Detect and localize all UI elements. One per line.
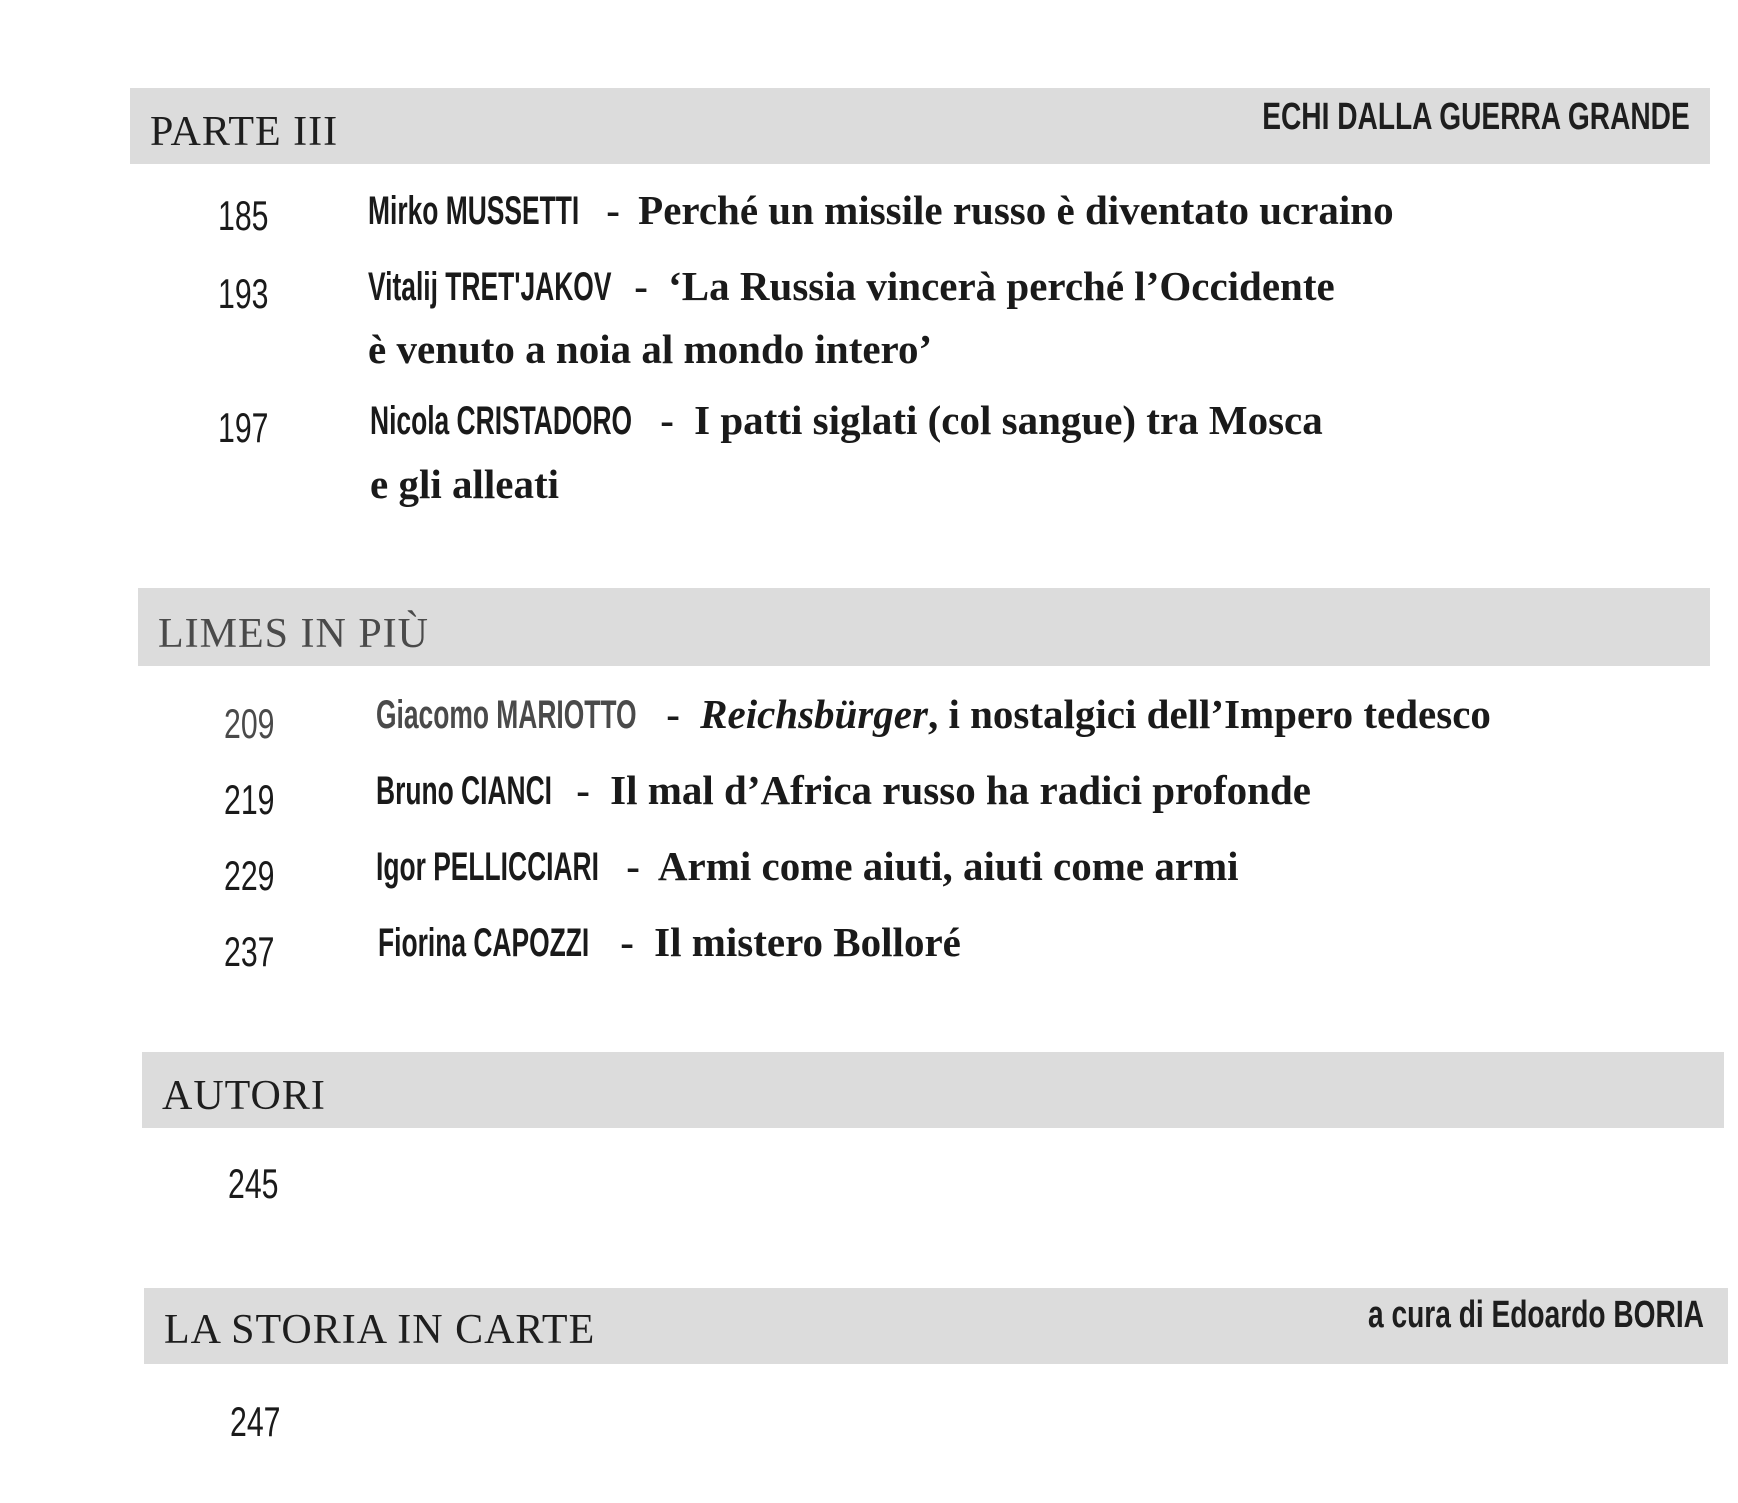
entry-separator: -	[634, 263, 648, 309]
page-number: 237	[224, 928, 275, 975]
entry-author: Bruno CIANCI	[376, 769, 552, 813]
entry-title-continued: è venuto a noia al mondo intero’	[368, 326, 933, 372]
entry-separator: -	[626, 843, 640, 889]
entry-title: , i nostalgici dell’Impero tedesco	[927, 691, 1491, 737]
entry-line	[370, 396, 1323, 444]
entry-title-italic: Reichsbürger	[700, 691, 928, 737]
entry-author: Vitalij TRET'JAKOV	[368, 265, 612, 309]
entry-author: Mirko MUSSETTI	[368, 189, 580, 233]
entry-line	[378, 918, 961, 966]
entry-title: Armi come aiuti, aiuti come armi	[657, 843, 1239, 889]
entry-line	[376, 766, 1311, 814]
entry-title: Il mal d’Africa russo ha radici profonde	[610, 767, 1311, 813]
page-number-autori[interactable]: 245	[228, 1160, 279, 1207]
entry-line	[376, 690, 1491, 738]
entry-title: I patti siglati (col sangue) tra Mosca	[694, 397, 1323, 443]
section-title-storia: LA STORIA IN CARTE	[164, 1307, 596, 1353]
entry-author: Igor PELLICCIARI	[376, 845, 599, 889]
entry-title-continued: e gli alleati	[370, 461, 560, 507]
page-number-storia[interactable]: 247	[230, 1398, 281, 1445]
entry-author: Fiorina CAPOZZI	[378, 921, 590, 965]
page-number: 219	[224, 776, 275, 823]
page-number: 209	[224, 700, 275, 747]
section-label-curatore: a cura di Edoardo BORIA	[1368, 1294, 1704, 1336]
entry-author: Giacomo MARIOTTO	[376, 693, 637, 737]
entry-separator: -	[576, 767, 590, 813]
section-title-limes: LIMES IN PIÙ	[158, 611, 429, 657]
entry-title: ‘La Russia vincerà perché l’Occidente	[668, 263, 1335, 309]
entry-separator: -	[620, 919, 634, 965]
section-title-autori: AUTORI	[162, 1073, 326, 1119]
section-band-autori	[142, 1052, 1724, 1128]
entry-separator: -	[666, 691, 680, 737]
entry-separator: -	[660, 397, 674, 443]
page-number: 185	[218, 192, 269, 239]
entry-line	[368, 186, 1394, 234]
entry-author: Nicola CRISTADORO	[370, 399, 633, 443]
entry-line	[376, 842, 1239, 890]
entry-title: Perché un missile russo è diventato ucraino	[638, 187, 1394, 233]
entry-line	[368, 262, 1335, 310]
section-label-echi: ECHI DALLA GUERRA GRANDE	[1262, 96, 1690, 138]
entry-title: Il mistero Bolloré	[654, 919, 961, 965]
page-number: 229	[224, 852, 275, 899]
section-title-parte-iii: PARTE III	[150, 109, 339, 155]
page-number: 193	[218, 270, 269, 317]
entry-separator: -	[606, 187, 620, 233]
page-number: 197	[218, 404, 269, 451]
